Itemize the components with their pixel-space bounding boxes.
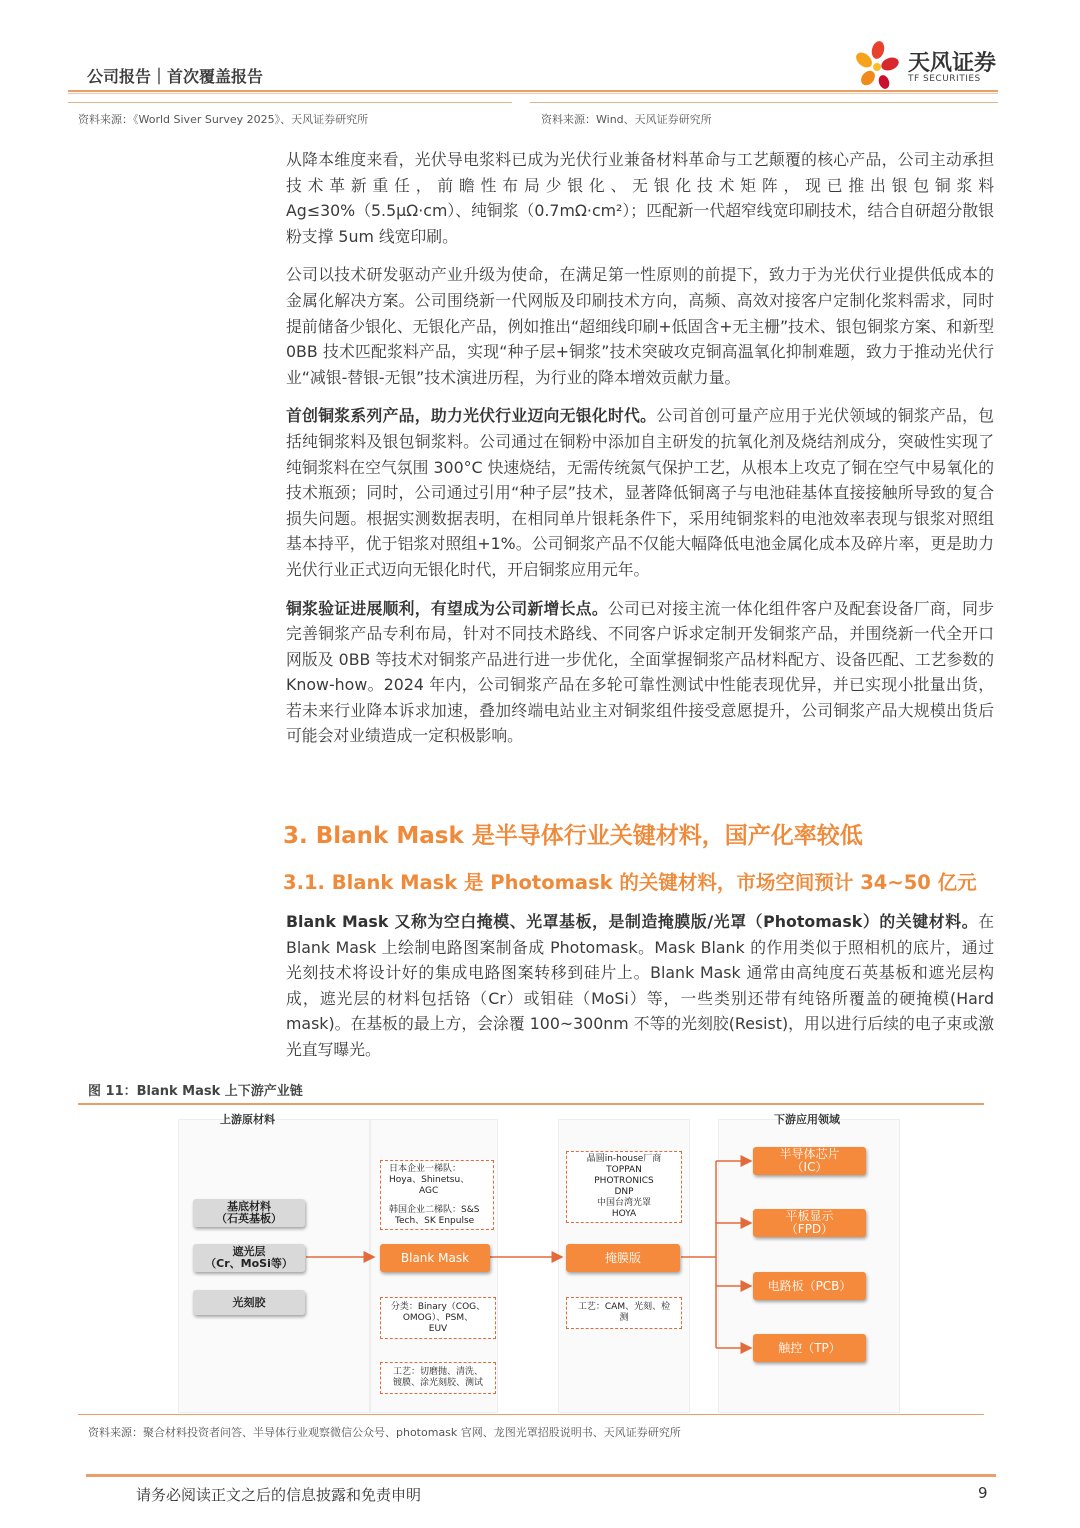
maker-line: 中国台湾光罩 xyxy=(596,1198,651,1208)
paragraph-lead: Blank Mask 又称为空白掩模、光罩基板，是制造掩膜版/光罩（Photomask）的关键材料。 xyxy=(286,912,979,931)
paragraph-text: 公司首创可量产应用于光伏领域的铜浆产品，包括纯铜浆料及银包铜浆料。公司通过在铜粉中添加自主研发的抗氧化剂及烧结剂成分，突破性实现了纯铜浆料在空气氛围 300°C 快速烧结，无需传统氮气保护工艺，从根本上攻克了铜在空气中易氧化的技术瓶颈；同时，公司通过引用“种子层”技术，显著降低铜离子与电池硅基体直接接触所导致的复合损失问题。根据实测数据表明，在相同单片银耗条件下，采用纯铜浆料的电池效率表现与银浆对照组基本持平，优于铝浆对照组+1%。公司铜浆产品不仅能大幅降低电池金属化成本及碎片率，更是助力光伏行业正式迈向无银化时代，开启铜浆应用元年。 xyxy=(286,406,994,579)
process-line: 测 xyxy=(619,1313,629,1323)
material-shading-layer xyxy=(193,1244,305,1272)
footer-rule xyxy=(86,1474,996,1477)
logo-subtitle: TF SECURITIES xyxy=(908,74,981,84)
process-line: 镀膜、涂光刻胶、测试 xyxy=(392,1378,483,1388)
application-ic xyxy=(753,1147,866,1175)
supplier-line: Tech、SK Enpulse xyxy=(395,1215,475,1226)
classification-line: EUV xyxy=(428,1323,448,1334)
photomask-box: 掩膜版 xyxy=(566,1244,680,1272)
blank-mask-classification xyxy=(380,1297,496,1339)
footer-disclaimer: 请务必阅读正文之后的信息披露和免责申明 xyxy=(136,1486,422,1504)
header-rule xyxy=(68,90,998,92)
report-type-title: 公司报告｜首次覆盖报告 xyxy=(87,67,264,86)
classification-line: 分类：Binary（COG、 xyxy=(390,1301,486,1312)
material-line1: 光刻胶 xyxy=(232,1295,266,1309)
upstream-label: 上游原材料 xyxy=(220,1113,275,1126)
maker-line: TOPPAN xyxy=(606,1165,642,1175)
source-rule-right xyxy=(530,102,998,103)
process-line: 工艺：CAM、光刻、检 xyxy=(577,1302,671,1312)
paragraph-copper-paste-first xyxy=(286,403,994,582)
application-tp xyxy=(753,1334,866,1362)
page-number: 9 xyxy=(978,1484,988,1502)
blank-mask-box: Blank Mask xyxy=(380,1244,490,1272)
paragraph-text: 在 Blank Mask 上绘制电路图案制备成 Photomask。Mask Blank 的作用类似于照相机的底片，通过光刻技术将设计好的集成电路图案转移到硅片上。Blank Mask 通常由高纯度石英基板和遮光层构成，遮光层的材料包括铬（Cr）或钼硅（MoSi）等，一些类别还带有纯铬所覆盖的硬掩模(Hard mask)。在基板的最上方，会涂覆 100~300nm 不等的光刻胶(Resist)，用以进行后续的电子束或激光直写曝光。 xyxy=(286,912,994,1059)
paragraph-rd-mission xyxy=(286,262,994,390)
application-fpd xyxy=(753,1209,866,1237)
application-line1: 半导体芯片 xyxy=(779,1147,840,1161)
supply-chain-diagram xyxy=(78,1105,984,1413)
photomask-process xyxy=(566,1297,682,1329)
supplier-line: 日本企业一梯队： xyxy=(389,1163,462,1174)
classification-line: OMOG）、PSM、 xyxy=(402,1312,474,1323)
blank-mask-process xyxy=(380,1362,496,1394)
material-substrate xyxy=(193,1199,305,1227)
material-line2: （Cr、MoSi等） xyxy=(205,1257,293,1270)
company-logo xyxy=(850,40,1000,92)
section-heading-3: 3. Blank Mask 是半导体行业关键材料，国产化率较低 xyxy=(283,823,863,849)
blank-mask-suppliers xyxy=(380,1160,494,1230)
application-pcb xyxy=(753,1272,866,1300)
section-heading-3-1: 3.1. Blank Mask 是 Photomask 的关键材料，市场空间预计 34~50 亿元 xyxy=(283,871,977,894)
maker-line: HOYA xyxy=(611,1209,637,1219)
paragraph-lead: 铜浆验证进展顺利，有望成为公司新增长点。 xyxy=(286,598,608,618)
maker-line: PHOTRONICS xyxy=(594,1176,654,1186)
application-line2: （FPD） xyxy=(785,1222,834,1236)
logo-petals-icon xyxy=(850,40,904,92)
paragraph-text: 公司以技术研发驱动产业升级为使命，在满足第一性原则的前提下，致力于为光伏行业提供低成本的金属化解决方案。公司围绕新一代网版及印刷技术方向，高频、高效对接客户定制化浆料需求，同时提前储备少银化、无银化产品，例如推出“超细线印刷+低固含+无主栅”技术、银包铜浆方案、和新型 0BB 技术匹配浆料产品，实现“种子层+铜浆”技术突破攻克铜高温氧化抑制难题，致力于推动光伏行业“减银-替银-无银”技术演进历程，为行业的降本增效贡献力量。 xyxy=(286,265,994,387)
downstream-label: 下游应用领域 xyxy=(774,1113,840,1126)
application-line1: 电路板（PCB） xyxy=(767,1278,852,1293)
supplier-line: Hoya、Shinetsu、 xyxy=(389,1174,470,1185)
material-line2: （石英基板） xyxy=(216,1212,282,1225)
blank-mask-paragraph xyxy=(286,909,994,1076)
material-line1: 基底材料 xyxy=(227,1200,271,1213)
body-paragraphs xyxy=(286,147,994,762)
application-line1: 触控（TP） xyxy=(778,1340,841,1355)
figure-title: 图 11：Blank Mask 上下游产业链 xyxy=(88,1084,303,1099)
paragraph-text: 公司已对接主流一体化组件客户及配套设备厂商，同步完善铜浆产品专利布局，针对不同技术路线、不同客户诉求定制开发铜浆产品，并围绕新一代全开口网版及 0BB 等技术对铜浆产品进行进一步优化，全面掌握铜浆产品材料配方、设备匹配、工艺参数的 Know-how。2024 年内，公司铜浆产品在多轮可靠性测试中性能表现优异，并已实现小批量出货，若未来行业降本诉求加速，叠加终端电站业主对铜浆组件接受意愿提升，公司铜浆产品大规模出货后可能会对业绩造成一定积极影响。 xyxy=(286,598,994,746)
supplier-line: 韩国企业二梯队：S&S xyxy=(389,1204,480,1215)
material-line1: 遮光层 xyxy=(232,1245,266,1258)
application-line2: （IC） xyxy=(791,1160,828,1174)
header-rule-thin xyxy=(68,93,998,94)
maker-line: DNP xyxy=(614,1187,634,1197)
application-line1: 平板显示 xyxy=(785,1209,834,1223)
paragraph-text: 从降本维度来看，光伏导电浆料已成为光伏行业兼备材料革命与工艺颠覆的核心产品，公司主动承担技术革新重任，前瞻性布局少银化、无银化技术矩阵，现已推出银包铜浆料 Ag≤30%（5.5μΩ·cm）、纯铜浆（0.7mΩ·cm²）；匹配新一代超窄线宽印刷技术，结合自研超分散银粉支撑 5um 线宽印刷。 xyxy=(286,150,994,246)
paragraph-copper-validation xyxy=(286,596,994,750)
paragraph-cost-reduction xyxy=(286,147,994,249)
figure-rule-bottom xyxy=(78,1414,984,1415)
photomask-makers xyxy=(566,1151,682,1223)
source-rule-left xyxy=(68,102,512,103)
maker-line: 晶圆in-house厂商 xyxy=(586,1154,662,1164)
source-note-left: 资料来源：《World Siver Survey 2025》、天风证券研究所 xyxy=(78,113,369,126)
process-line: 工艺：切磨抛、清洗、 xyxy=(392,1367,483,1377)
supplier-line: AGC xyxy=(419,1185,439,1196)
logo-name: 天风证券 xyxy=(908,51,997,76)
source-note-right: 资料来源：Wind、天风证券研究所 xyxy=(541,113,712,126)
paragraph-lead: 首创铜浆系列产品，助力光伏行业迈向无银化时代。 xyxy=(286,406,657,426)
figure-source: 资料来源：聚合材料投资者问答、半导体行业观察微信公众号、photomask 官网、龙图光罩招股说明书、天风证券研究所 xyxy=(88,1426,681,1439)
material-photoresist xyxy=(193,1290,305,1315)
